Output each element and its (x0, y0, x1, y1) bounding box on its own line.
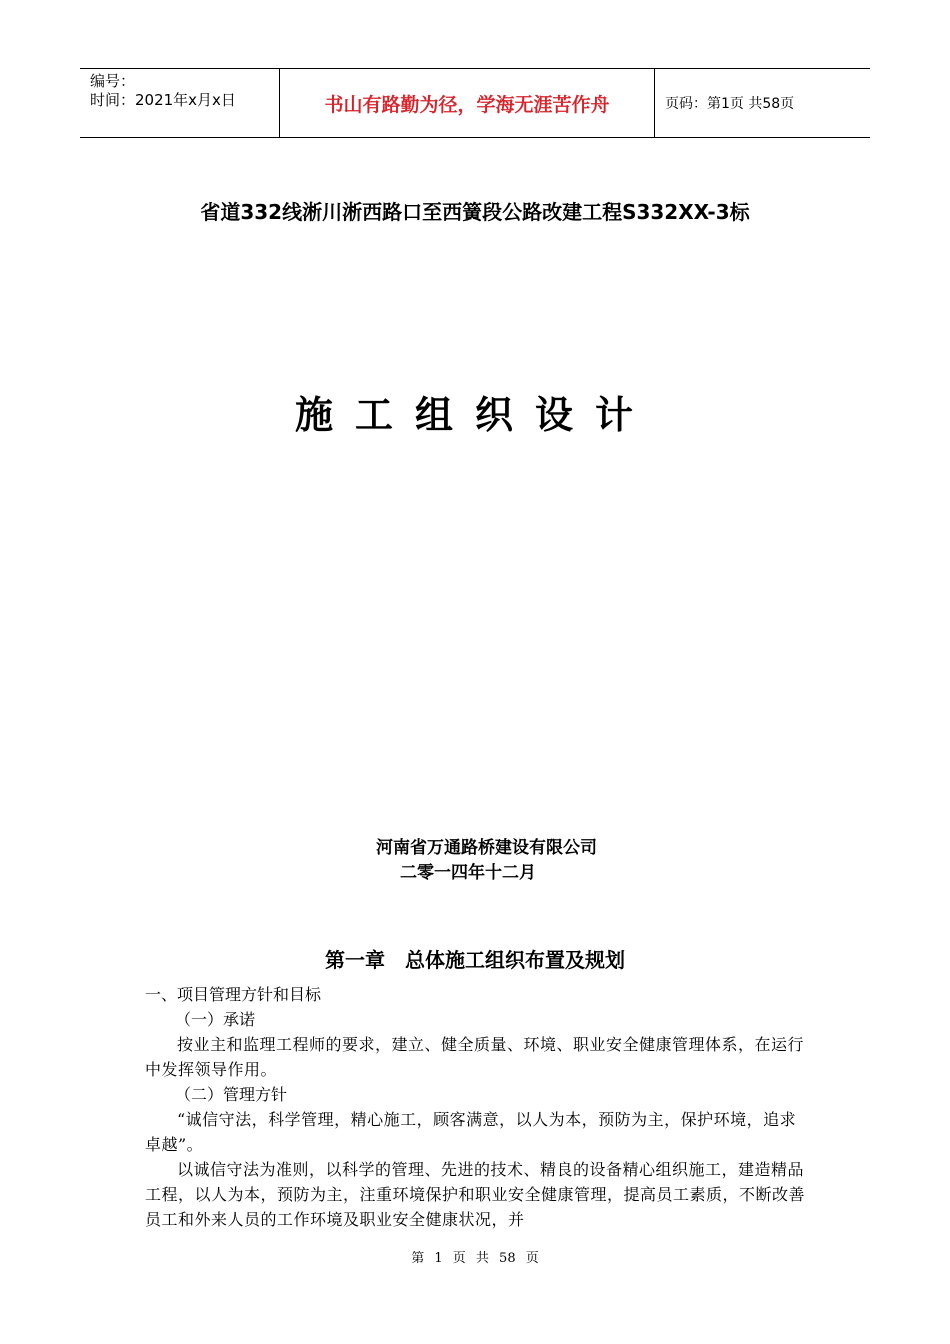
company-name: 河南省万通路桥建设有限公司 (376, 838, 597, 858)
header-page-info: 页码：第1页 共58页 (665, 96, 795, 112)
body-text (145, 982, 810, 1232)
header-motto: 书山有路勤为径，学海无涯苦作舟 (280, 69, 655, 137)
project-subtitle: 省道332线淅川淅西路口至西簧段公路改建工程S332XX-3标 (200, 200, 750, 224)
chapter-title: 第一章 总体施工组织布置及规划 (325, 948, 625, 972)
time-label: 时间：2021年x月x日 (90, 91, 236, 109)
subsection-heading: （一）承诺 (175, 1010, 256, 1029)
paragraph: 以诚信守法为准则，以科学的管理、先进的技术、精良的设备精心组织施工，建造精品工程，以人为本，预防为主，注重环境保护和职业安全健康管理，提高员工素质，不断改善员工和外来人员的工作环境及职业安全健康状况，并 (145, 1160, 806, 1229)
paragraph: “诚信守法，科学管理，精心施工，顾客满意，以人为本，预防为主，保护环境，追求卓越”。 (145, 1110, 797, 1154)
document-date: 二零一四年十二月 (400, 863, 536, 883)
number-label: 编号： (90, 72, 136, 90)
subsection-heading: （二）管理方针 (175, 1085, 288, 1104)
section-heading: 一、项目管理方针和目标 (145, 985, 322, 1004)
header-table (80, 68, 870, 138)
document-title: 施工组织设计 (294, 392, 655, 437)
paragraph: 按业主和监理工程师的要求，建立、健全质量、环境、职业安全健康管理体系，在运行中发挥领导作用。 (145, 1035, 805, 1079)
header-meta (80, 69, 280, 137)
page-footer: 第 1 页 共 58 页 (411, 1251, 539, 1266)
